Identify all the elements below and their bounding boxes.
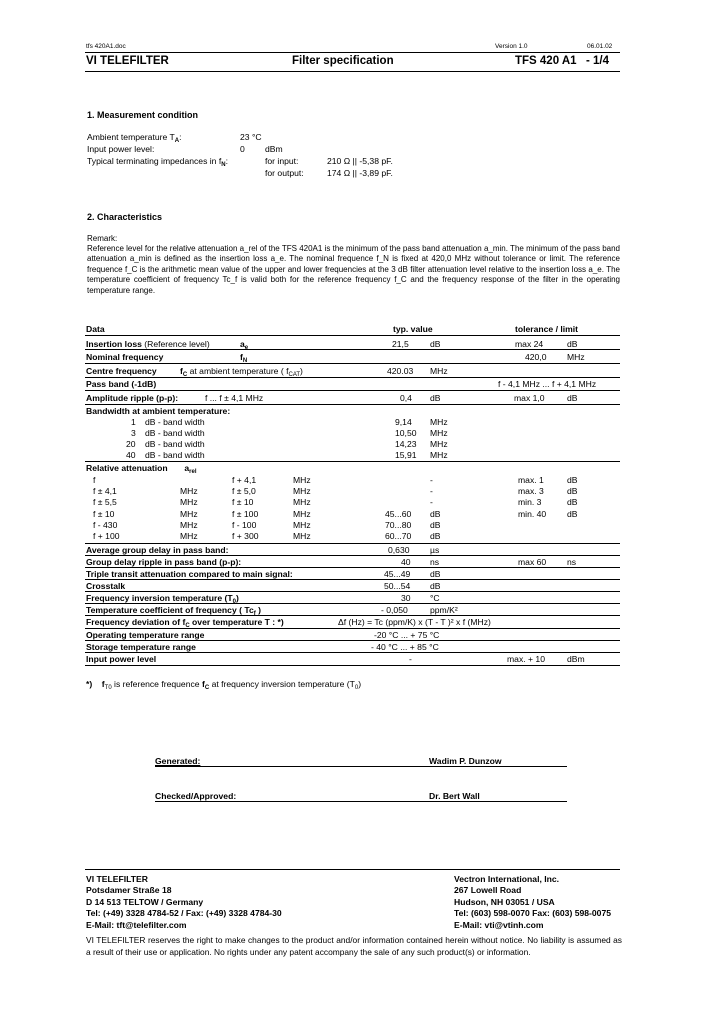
avg-delay-typ: 0,630: [388, 545, 410, 555]
rel-typ: 60...70: [385, 531, 412, 541]
input-power-row-label: Input power level: [86, 654, 157, 664]
generated-label: Generated:: [155, 756, 201, 766]
row-rule: [85, 615, 620, 616]
rel-unit: dB: [430, 509, 441, 519]
input-power-row-tolunit: dBm: [567, 654, 585, 664]
part-number: TFS 420 A1: [515, 55, 577, 67]
footnote: *) $f_{T0}$ is reference frequence $f_C$ at frequency inversion temperature $(T_0)$: [86, 679, 362, 691]
checked-label: Checked/Approved:: [155, 791, 237, 801]
row-rule: [85, 363, 620, 364]
freq-deviation-label: Frequency deviation of $f_C$ over temperature T : *): [86, 617, 284, 629]
triple-transit-typ: 45...49: [384, 569, 411, 579]
bandwidth-typ: 15,91: [395, 450, 417, 460]
insertion-loss-tol: max 24: [515, 339, 544, 349]
row-rule: [85, 591, 620, 592]
rel-from-unit: MHz: [180, 520, 198, 530]
output-impedance-label: for output:: [265, 168, 304, 178]
rel-to: f ± 100: [232, 509, 259, 519]
storage-temp-label: Storage temperature range: [86, 642, 196, 652]
bandwidth-db: 20: [126, 439, 136, 449]
rel-from-unit: MHz: [180, 531, 198, 541]
rel-from: f ± 4,1: [93, 486, 117, 496]
rel-from: f - 430: [93, 520, 118, 530]
rel-unit: dB: [430, 520, 441, 530]
rel-tol: min. 3: [518, 497, 542, 507]
header-rule: [85, 71, 620, 72]
insertion-loss-typ: 21,5: [392, 339, 409, 349]
rel-to: f ± 10: [232, 497, 254, 507]
rel-to: f ± 5,0: [232, 486, 256, 496]
row-rule: [85, 628, 620, 629]
row-rule: [85, 543, 620, 544]
bandwidth-db: 40: [126, 450, 136, 460]
doc-version: Version 1.0: [495, 43, 528, 50]
row-rule: [85, 603, 620, 604]
rel-from: f ± 10: [93, 509, 115, 519]
group-delay-ripple-unit: ns: [430, 557, 440, 567]
relative-attenuation-label: Relative attenuation $a_{rel}$: [86, 463, 197, 475]
rel-unit: dB: [430, 531, 441, 541]
page-number: - 1/4: [586, 55, 610, 67]
operating-temp-range: -20 °C ... + 75 °C: [374, 630, 440, 640]
bandwidth-db: 1: [131, 417, 136, 427]
checked-line: [155, 801, 567, 802]
pass-band-tol: f - 4,1 MHz ... f + 4,1 MHz: [498, 379, 597, 389]
doc-filename: tfs 420A1.doc: [86, 43, 126, 50]
group-delay-ripple-tolunit: ns: [567, 557, 577, 567]
rel-tolunit: dB: [567, 486, 578, 496]
rel-tolunit: dB: [567, 475, 578, 485]
amplitude-ripple-tolunit: dB: [567, 393, 578, 403]
bandwidth-text: dB - band width: [145, 450, 205, 460]
rel-to-unit: MHz: [293, 475, 311, 485]
rel-unit: -: [430, 475, 433, 485]
amplitude-ripple-unit: dB: [430, 393, 441, 403]
row-rule: [85, 390, 620, 391]
insertion-loss-symbol: $a_e$: [240, 339, 249, 351]
insertion-loss-label: Insertion loss (Reference level): [86, 339, 210, 349]
operating-temp-label: Operating temperature range: [86, 630, 205, 640]
characteristics-heading: 2. Characteristics: [87, 212, 163, 222]
rel-to: f + 300: [232, 531, 259, 541]
row-rule: [85, 640, 620, 641]
doc-date: 06.01.02: [587, 43, 613, 50]
rel-from: f + 100: [93, 531, 120, 541]
nominal-freq-label: Nominal frequency: [86, 352, 164, 362]
tcf-label: Temperature coefficient of frequency ( $Tc_f$ ): [86, 605, 262, 617]
bandwidth-typ: 14,23: [395, 439, 417, 449]
insertion-loss-unit: dB: [430, 339, 441, 349]
bandwidth-typ: 9,14: [395, 417, 412, 427]
col-tolerance: tolerance / limit: [515, 324, 579, 334]
ambient-temp-value: 23 °C: [240, 132, 262, 142]
remark-text: Reference level for the relative attenuation a_rel of the TFS 420A1 is the minimum of the pass band attenuation a_min. The minimum of the pass band attenuation a_min is defined as the insertion loss a_e. The nominal frequence f_N is fixed at 420,0 MHz without tolerance or limit. The reference frequence f_C is the arithmetic mean value of the upper and lower frequencies at the 3 dB filter attenuation level relative to the insertion loss a_e. The temperature coefficient of frequency Tc_f is valid both for the reference frequency f_C and the frequency response of the filter in the operating temperature range.: [87, 244, 620, 295]
crosstalk-label: Crosstalk: [86, 581, 126, 591]
amplitude-ripple-tol: max 1,0: [514, 393, 545, 403]
row-rule: [85, 555, 620, 556]
inversion-temp-typ: 30: [401, 593, 411, 603]
group-delay-ripple-typ: 40: [401, 557, 411, 567]
rel-to-unit: MHz: [293, 531, 311, 541]
remark-label: Remark:: [87, 234, 118, 243]
rel-from: f: [93, 475, 96, 485]
centre-freq-label: Centre frequency: [86, 366, 157, 376]
measurement-heading: 1. Measurement condition: [87, 110, 199, 120]
bandwidth-unit: MHz: [430, 439, 448, 449]
input-impedance-value: 210 Ω || -5,38 pF.: [327, 156, 393, 166]
bandwidth-unit: MHz: [430, 428, 448, 438]
rel-from-unit: MHz: [180, 509, 198, 519]
company-name: VI TELEFILTER: [86, 55, 169, 67]
checked-name: Dr. Bert Wall: [429, 791, 480, 801]
centre-freq-typ: 420.03: [387, 366, 414, 376]
footer-left-address: VI TELEFILTER Potsdamer Straße 18 D 14 513 TELTOW / Germany Tel: (+49) 3328 4784-52 / Fax: (+49) 3328 4784-30 E-Mail: tft@telefilter.com: [86, 874, 282, 930]
row-rule: [85, 377, 620, 378]
bandwidth-unit: MHz: [430, 450, 448, 460]
amplitude-ripple-cond: f ... f ± 4,1 MHz: [205, 393, 264, 403]
centre-freq-cond: $f_C$ at ambient temperature ( $f_{CAT}$): [180, 366, 303, 378]
col-data: Data: [86, 324, 105, 334]
table-header-rule: [85, 335, 620, 336]
bandwidth-label: Bandwidth at ambient temperature:: [86, 406, 231, 416]
amplitude-ripple-label: Amplitude ripple (p-p):: [86, 393, 179, 403]
col-typ: typ. value: [393, 324, 433, 334]
bandwidth-unit: MHz: [430, 417, 448, 427]
nominal-freq-tolunit: MHz: [567, 352, 585, 362]
rel-from-unit: MHz: [180, 497, 198, 507]
row-rule: [85, 461, 620, 462]
generated-line: [155, 766, 567, 767]
rel-from: f ± 5,5: [93, 497, 117, 507]
bandwidth-db: 3: [131, 428, 136, 438]
triple-transit-label: Triple transit attenuation compared to main signal:: [86, 569, 293, 579]
triple-transit-unit: dB: [430, 569, 441, 579]
inversion-temp-unit: °C: [430, 593, 440, 603]
input-power-value: 0: [240, 144, 245, 154]
insertion-loss-tolunit: dB: [567, 339, 578, 349]
row-rule: [85, 349, 620, 350]
row-rule: [85, 404, 620, 405]
rel-tolunit: dB: [567, 509, 578, 519]
avg-delay-unit: µs: [430, 545, 440, 555]
inversion-temp-label: Frequency inversion temperature $(T_0)$: [86, 593, 239, 605]
footer-disclaimer: VI TELEFILTER reserves the right to make changes to the product and/or information contained herein without notice. No liability is assumed as a result of their use or application. No rights under any patent accompany the sale of any such product(s) or information.: [86, 935, 622, 957]
rel-tol: min. 40: [518, 509, 547, 519]
footer-right-address: Vectron International, Inc. 267 Lowell Road Hudson, NH 03051 / USA Tel: (603) 598-0070 Fax: (603) 598-0075 E-Mail: vti@vtinh.com: [454, 874, 612, 930]
footer-rule: [85, 869, 620, 870]
impedance-label: Typical terminating impedances in $f_N$:: [87, 156, 228, 168]
rel-to: f - 100: [232, 520, 257, 530]
rel-tol: max. 1: [518, 475, 544, 485]
rel-typ: 45...60: [385, 509, 412, 519]
generated-name: Wadim P. Dunzow: [429, 756, 502, 766]
bandwidth-text: dB - band width: [145, 417, 205, 427]
nominal-freq-symbol: $f_N$: [240, 352, 248, 364]
group-delay-ripple-tol: max 60: [518, 557, 547, 567]
centre-freq-unit: MHz: [430, 366, 448, 376]
rel-unit: -: [430, 486, 433, 496]
rel-to-unit: MHz: [293, 509, 311, 519]
output-impedance-value: 174 Ω || -3,89 pF.: [327, 168, 393, 178]
row-rule: [85, 567, 620, 568]
rel-typ: 70...80: [385, 520, 412, 530]
input-power-row-typ: -: [409, 654, 412, 664]
input-power-unit: dBm: [265, 144, 283, 154]
tcf-typ: - 0,050: [381, 605, 408, 615]
row-rule: [85, 652, 620, 653]
table-bottom-rule: [85, 665, 620, 666]
rel-unit: -: [430, 497, 433, 507]
rel-to-unit: MHz: [293, 520, 311, 530]
input-power-label: Input power level:: [87, 144, 155, 154]
bandwidth-text: dB - band width: [145, 428, 205, 438]
tcf-unit: ppm/K²: [430, 605, 458, 615]
row-rule: [85, 579, 620, 580]
crosstalk-typ: 50...54: [384, 581, 411, 591]
storage-temp-range: - 40 °C ... + 85 °C: [371, 642, 439, 652]
input-impedance-label: for input:: [265, 156, 299, 166]
rel-to: f + 4,1: [232, 475, 257, 485]
bandwidth-typ: 10,50: [395, 428, 417, 438]
freq-deviation-formula: Δf (Hz) = Tc (ppm/K) x (T - T )² x f (MHz): [338, 617, 491, 627]
rel-to-unit: MHz: [293, 497, 311, 507]
rel-to-unit: MHz: [293, 486, 311, 496]
crosstalk-unit: dB: [430, 581, 441, 591]
input-power-row-tol: max. + 10: [507, 654, 545, 664]
rel-tol: max. 3: [518, 486, 544, 496]
rel-tolunit: dB: [567, 497, 578, 507]
ambient-temp-label: Ambient temperature $T_A$:: [87, 132, 182, 144]
page-title: Filter specification: [292, 55, 394, 67]
nominal-freq-tol: 420,0: [525, 352, 547, 362]
pass-band-label: Pass band (-1dB): [86, 379, 157, 389]
avg-delay-label: Average group delay in pass band:: [86, 545, 229, 555]
rel-from-unit: MHz: [180, 486, 198, 496]
group-delay-ripple-label: Group delay ripple in pass band (p-p):: [86, 557, 242, 567]
bandwidth-text: dB - band width: [145, 439, 205, 449]
amplitude-ripple-typ: 0,4: [400, 393, 412, 403]
top-rule: [85, 52, 620, 53]
